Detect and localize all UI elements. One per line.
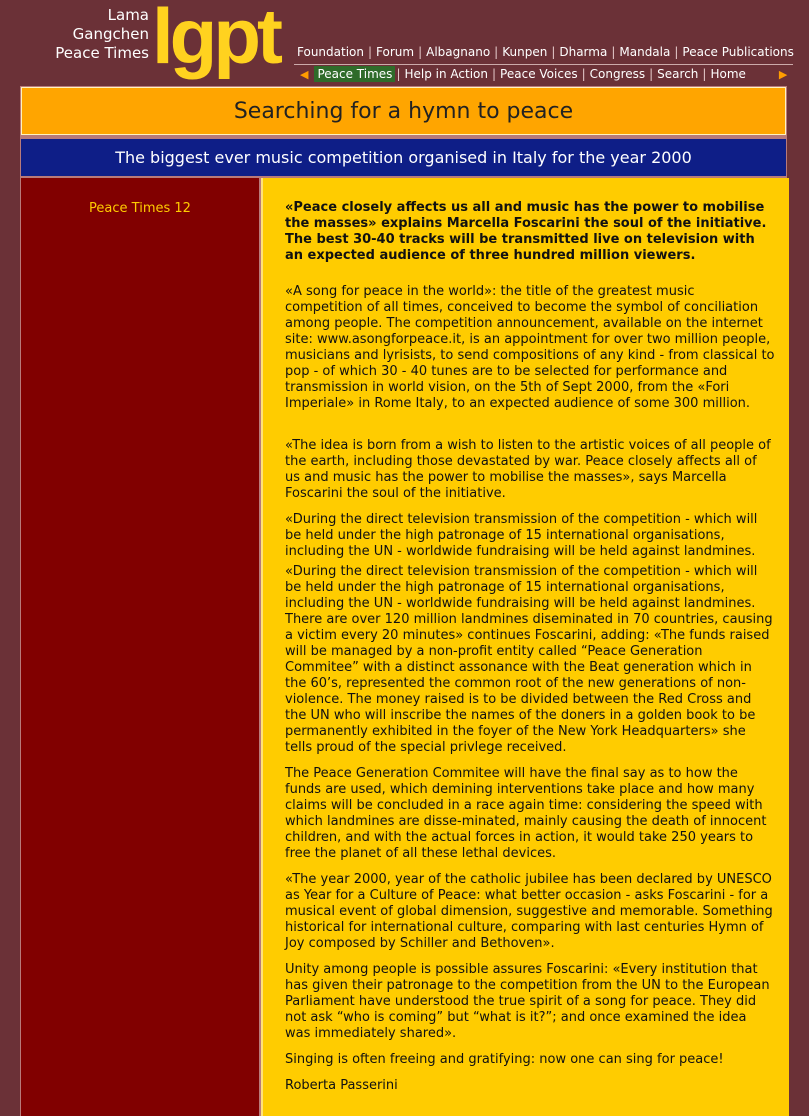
nav-dharma[interactable]: Dharma [559,45,608,59]
nav-separator: | [702,67,707,81]
article-paragraph: «The year 2000, year of the catholic jubilee has been declared by UNESCO as Year for a Culture of Peace: what better occasion - asks Foscarini - for a musical event of global dimension, suggestive and memorable. Something historical for international culture, comparing with last centuries Hymn of Joy composed by Schiller and Bethoven». [285,872,773,951]
nav-separator: | [396,67,401,81]
nav-primary [294,44,797,60]
nav-peace-voices[interactable]: Peace Voices [500,67,578,81]
site-name-line1: Lama [107,6,149,24]
nav-forum[interactable]: Forum [376,45,415,59]
sidebar-link-peace-times-12[interactable]: Peace Times 12 [89,201,191,216]
article-paragraph: The Peace Generation Commitee will have the final say as to how the funds are used, which demining interventions take place and how many claims will be concluded in a race again time: considering the speed with which landmines are disse-minated, mainly causing the death of innocent children, and with the actual forces in action, it would take 250 years to free the planet of all these lethal devices. [285,766,767,861]
nav-peace-times[interactable]: Peace Times [314,66,395,82]
article-author: Roberta Passerini [285,1078,398,1093]
site-name-line2: Gangchen [72,25,149,43]
article-content [261,178,789,1116]
article-paragraph: «During the direct television transmission of the competition - which will be held under the high patronage of 15 international organisations, including the UN - worldwide fundraising will be held against landmines. There are over 120 million landmines diseminated in 70 countries, causing a victim every 20 minutes» continues Foscarini, adding: «The funds raised will be managed by a non-profit entity called “Peace Generation Commitee” with a distinct assonance with the Beat generation which in the 60’s, represented the common root of the new generations of non-violence. The money raised is to be divided between the Red Cross and the UN who will inscribe the names of the doners in a golden book to be permanently exhibited in the foyer of the New York Headquarters» she tells proud of the special privlege received. [285,564,773,755]
site-name[interactable] [55,6,149,63]
site-name-line3: Peace Times [55,44,149,62]
nav-congress[interactable]: Congress [589,67,646,81]
nav-help-in-action[interactable]: Help in Action [404,67,488,81]
nav-kunpen[interactable]: Kunpen [502,45,548,59]
page-subtitle: The biggest ever music competition organised in Italy for the year 2000 [21,139,786,176]
nav-separator: | [649,67,654,81]
nav-foundation[interactable]: Foundation [297,45,364,59]
nav-search[interactable]: Search [657,67,699,81]
nav-separator: | [367,45,373,59]
nav-home[interactable]: Home [710,67,746,81]
nav-mandala[interactable]: Mandala [619,45,671,59]
article-paragraph: «A song for peace in the world»: the title of the greatest music competition of all times, conceived to become the symbol of conciliation among people. The competition announcement, available on the internet site: www.asongforpeace.it, is an appointment for over two million people, musicians and lyrisists, to send compositions of any kind - from classical to pop - of which 30 - 40 tunes are to be selected for performance and transmission in world vision, on the 5th of Sept 2000, from the «Fori Imperiale» in Rome Italy, to an expected audience of some 300 million. [285,284,775,411]
main-frame [20,86,787,1116]
nav-separator: | [674,45,679,59]
article-lead: «Peace closely affects us all and music has the power to mobilise the masses» explains Marcella Foscarini the soul of the initiative. The best 30-40 tracks will be transmitted live on television with an expected audience of three hundred million viewers. [285,200,767,263]
article-paragraph: Unity among people is possible assures Foscarini: «Every institution that has given their patronage to the competition from the UN to the European Parliament have understood the true spirit of a song for peace. They did not ask “who is coming” but “what is it?”; and once examined the idea was immediately shared». [285,962,770,1041]
nav-separator: | [611,45,616,59]
nav-peace-publications[interactable]: Peace Publications [682,45,794,59]
sidebar [21,178,259,1116]
nav-separator: | [418,45,423,59]
article-paragraph: «The idea is born from a wish to listen to the artistic voices of all people of the earth, including those devastated by war. Peace closely affects all of us and music has the power to mobilise the masses», says Marcella Foscarini the soul of the initiative. [285,438,771,501]
nav-separator: | [581,67,586,81]
arrow-right-icon[interactable]: ▶ [778,67,788,81]
article-paragraph: «During the direct television transmission of the competition - which will be held under the high patronage of 15 international organisations, including the UN - worldwide fundraising will be held against landmines. [285,512,758,559]
nav-separator: | [492,67,497,81]
article-paragraph: Singing is often freeing and gratifying: now one can sing for peace! [285,1052,724,1067]
nav-albagnano[interactable]: Albagnano [426,45,491,59]
page-title: Searching for a hymn to peace [21,87,786,135]
lgpt-logo[interactable]: lgpt [152,0,279,80]
nav-separator: | [551,45,556,59]
nav-separator: | [494,45,499,59]
arrow-left-icon[interactable]: ◀ [300,67,309,81]
nav-secondary [294,64,793,82]
